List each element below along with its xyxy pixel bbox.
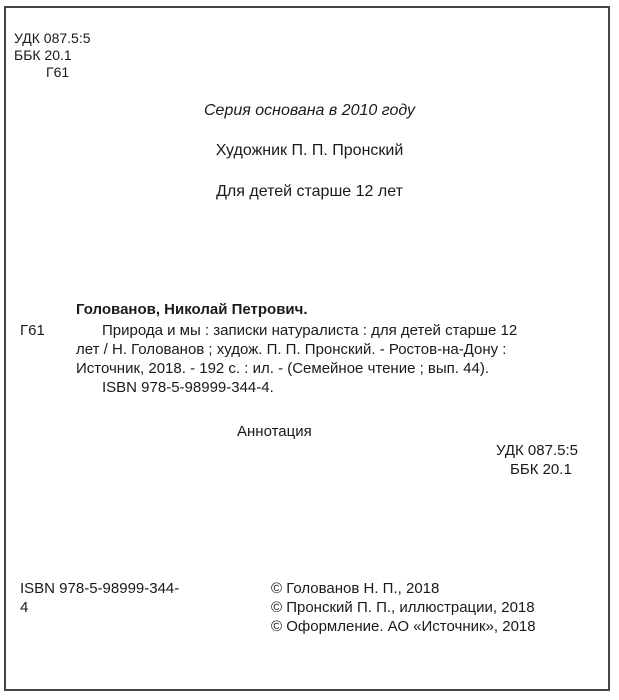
catalog-bbk: ББК 20.1 [510,461,572,478]
catalog-classification [496,441,578,479]
illustrator-credit: Художник П. П. Пронский [215,142,404,159]
series-note: Серия основана в 2010 году [204,102,415,119]
author-mark: Г61 [46,64,70,80]
copyright-block [271,579,536,636]
copyright-line: © Голованов Н. П., 2018 [271,580,440,597]
classification-block [14,30,91,81]
age-rating: Для детей старше 12 лет [216,183,403,200]
catalog-udk: УДК 087.5:5 [496,442,578,459]
catalog-author: Голованов, Николай Петрович. [76,301,308,318]
catalog-description [76,321,517,397]
footer-isbn-line: ISBN 978-5-98999-344- [20,580,180,597]
annotation-label: Аннотация [237,423,312,440]
footer-isbn-line: 4 [20,599,29,616]
copyright-line: © Пронский П. П., иллюстрации, 2018 [271,599,535,616]
copyright-line: © Оформление. АО «Источник», 2018 [271,618,536,635]
catalog-isbn: ISBN 978-5-98999-344-4. [102,379,274,396]
bbk-code: ББК 20.1 [14,47,72,63]
footer-isbn [20,579,179,617]
description-line: лет / Н. Голованов ; худож. П. П. Пронский. - Ростов-на-Дону : [76,341,507,358]
udk-code: УДК 087.5:5 [14,30,91,46]
description-line: Природа и мы : записки натуралиста : для детей старше 12 [102,322,518,339]
catalog-author-mark: Г61 [20,322,45,339]
description-line: Источник, 2018. - 192 с. : ил. - (Семейное чтение ; вып. 44). [76,360,489,377]
